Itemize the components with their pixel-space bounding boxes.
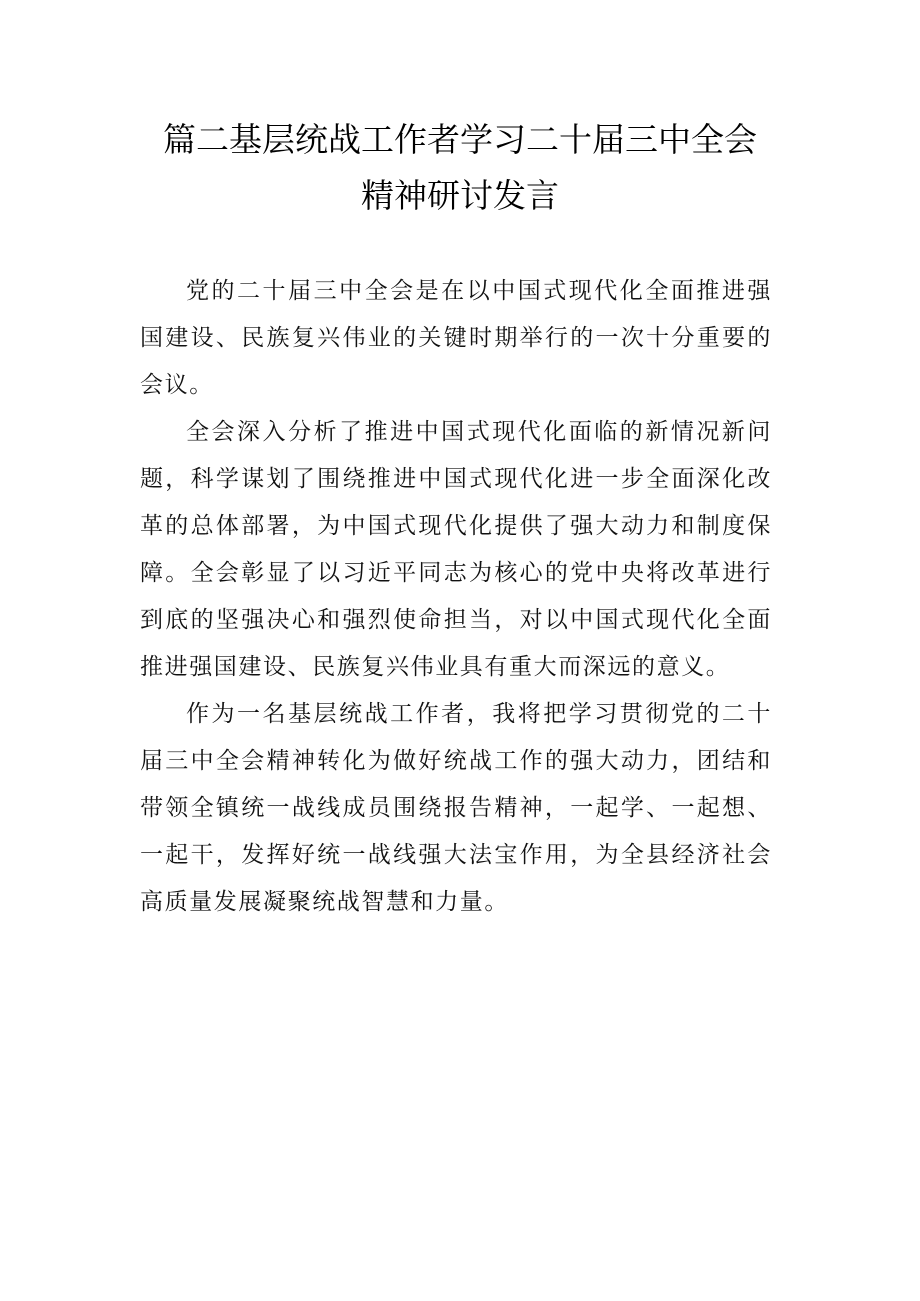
paragraph-1: 党的二十届三中全会是在以中国式现代化全面推进强国建设、民族复兴伟业的关键时期举行的一次十分重要的会议。 [140, 278, 772, 398]
document-body [140, 268, 772, 926]
paragraph-3: 作为一名基层统战工作者，我将把学习贯彻党的二十届三中全会精神转化为做好统战工作的强大动力，团结和带领全镇统一战线成员围绕报告精神，一起学、一起想、一起干，发挥好统一战线强大法宝作用，为全县经济社会高质量发展凝聚统战智慧和力量。 [140, 701, 772, 915]
paragraph-2: 全会深入分析了推进中国式现代化面临的新情况新问题，科学谋划了围绕推进中国式现代化进一步全面深化改革的总体部署，为中国式现代化提供了强大动力和制度保障。全会彰显了以习近平同志为核心的党中央将改革进行到底的坚强决心和强烈使命担当，对以中国式现代化全面推进强国建设、民族复兴伟业具有重大而深远的意义。 [140, 419, 772, 680]
title-line-2: 精神研讨发言 [361, 176, 559, 215]
title-line-1: 篇二基层统战工作者学习二十届三中全会 [163, 120, 757, 159]
document-title [0, 112, 920, 224]
